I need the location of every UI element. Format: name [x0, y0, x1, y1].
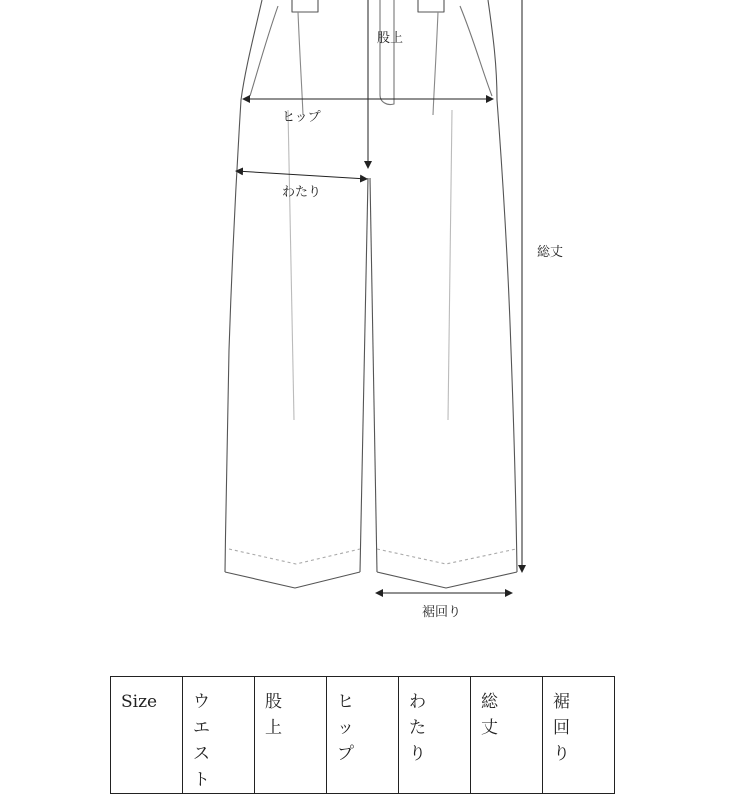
header-cell-waist: ウエスト — [183, 677, 255, 794]
fly-curve — [380, 0, 394, 105]
hem-label: 裾回り — [422, 605, 462, 620]
header-cell-size: Size — [111, 677, 183, 794]
left-outer-seam — [225, 0, 262, 572]
right-inner-seam — [370, 178, 377, 572]
thigh-label: わたり — [282, 185, 322, 200]
thigh-arrow — [236, 171, 367, 179]
rise-label: 股上 — [377, 31, 404, 46]
total-length-label: 総丈 — [537, 245, 564, 260]
measurement-arrows — [236, 0, 522, 593]
left-inner-seam — [360, 178, 368, 572]
size-table-header-row — [111, 677, 615, 794]
right-hem-stitch — [377, 549, 516, 564]
header-cell-total-length: 総丈 — [471, 677, 543, 794]
header-cell-hem: 裾回り — [543, 677, 615, 794]
pleat-left — [298, 12, 303, 115]
header-cell-rise: 股上 — [255, 677, 327, 794]
header-cell-hip: ヒップ — [327, 677, 399, 794]
left-hem — [225, 572, 360, 588]
hip-label: ヒップ — [282, 110, 321, 125]
right-outer-seam — [488, 0, 517, 572]
pleat-right — [433, 12, 438, 115]
crease-right — [448, 110, 452, 420]
left-hem-stitch — [229, 549, 360, 564]
pocket-left — [250, 6, 278, 96]
header-cell-thigh: わたり — [399, 677, 471, 794]
pants-drawing — [225, 0, 517, 588]
crease-left — [288, 110, 294, 420]
size-table — [110, 676, 615, 794]
pocket-right — [460, 6, 492, 96]
right-hem — [377, 572, 517, 588]
